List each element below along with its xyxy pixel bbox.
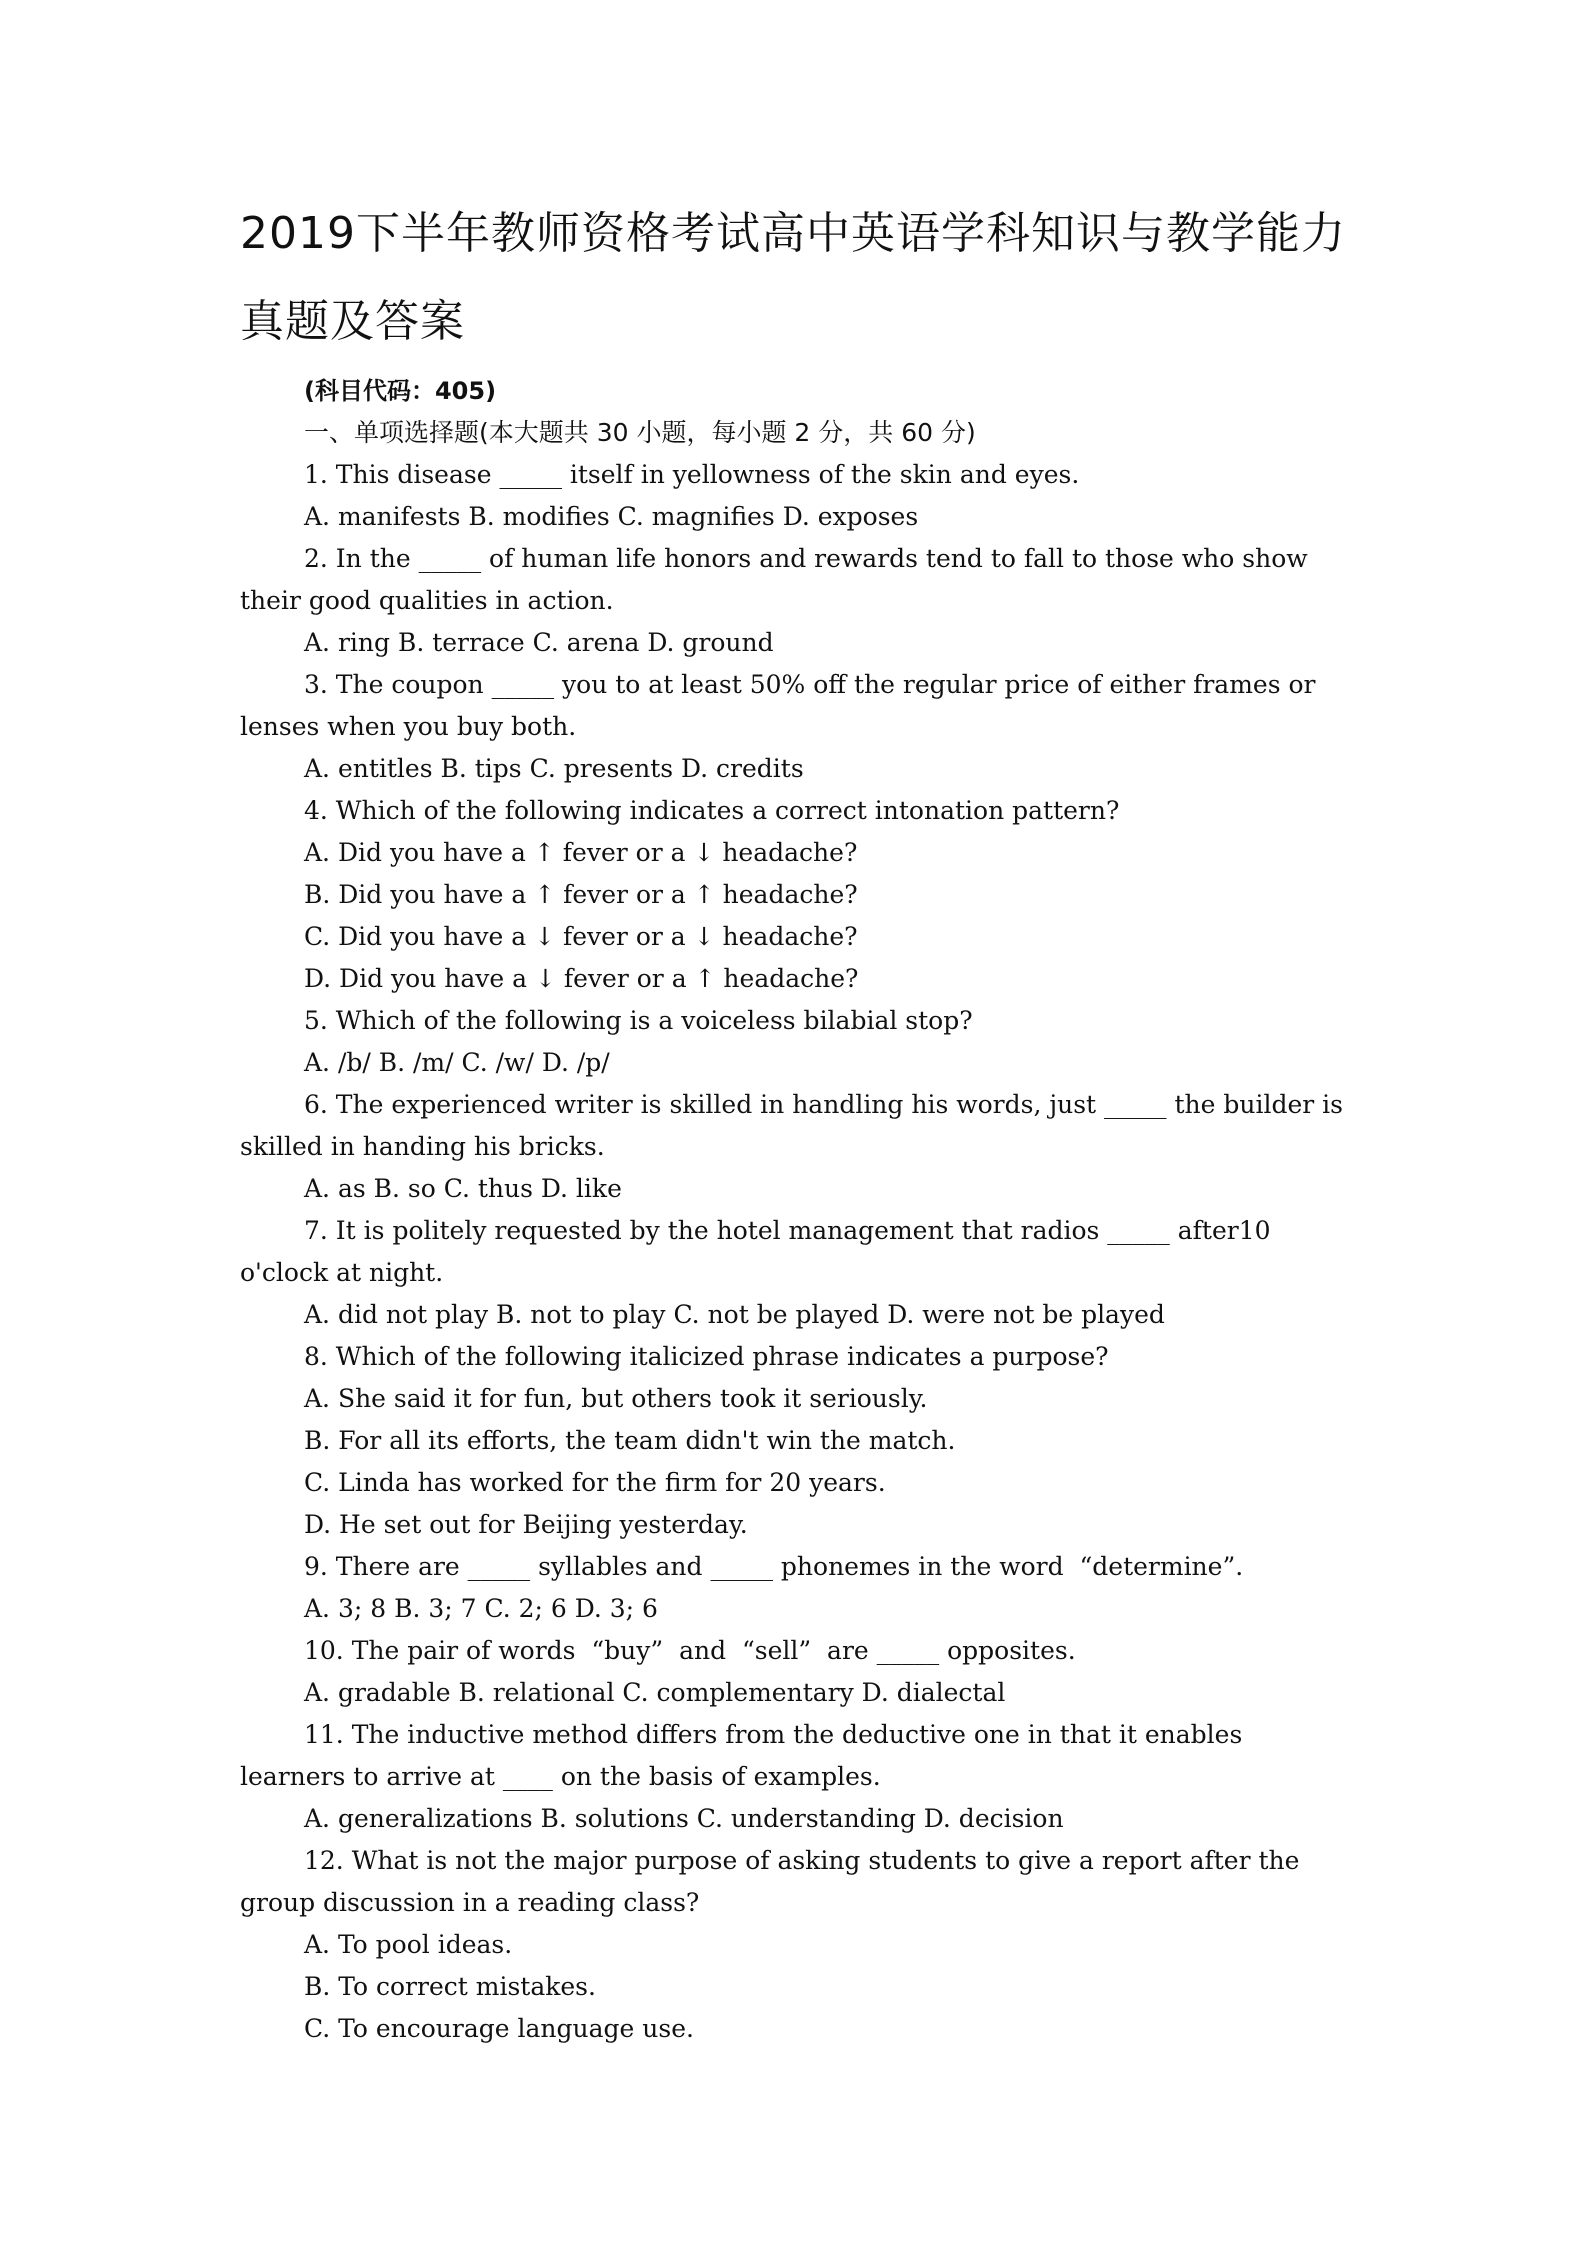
question-2: 2. In the _____ of human life honors and rewards tend to fall to those who show their good qualities in action. bbox=[240, 544, 1316, 615]
option-8b: B. For all its efforts, the team didn't win the match. bbox=[304, 1426, 956, 1455]
question-12: 12. What is not the major purpose of asking students to give a report after the group discussion in a reading class? bbox=[240, 1846, 1308, 1917]
question-5: 5. Which of the following is a voiceless bilabial stop? bbox=[304, 1006, 973, 1035]
question-10: 10. The pair of words “buy” and “sell” are _____ opposites. bbox=[304, 1636, 1076, 1665]
question-11: 11. The inductive method differs from the deductive one in that it enables learners to arrive at ____ on the basis of examples. bbox=[240, 1720, 1251, 1791]
options-5: A. /b/ B. /m/ C. /w/ D. /p/ bbox=[304, 1048, 610, 1077]
option-12a: A. To pool ideas. bbox=[304, 1930, 513, 1959]
question-4: 4. Which of the following indicates a correct intonation pattern? bbox=[304, 796, 1120, 825]
options-2: A. ring B. terrace C. arena D. ground bbox=[304, 628, 774, 657]
option-4a: A. Did you have a ↑ fever or a ↓ headache? bbox=[304, 838, 858, 867]
options-6: A. as B. so C. thus D. like bbox=[304, 1174, 622, 1203]
question-9: 9. There are _____ syllables and _____ phonemes in the word “determine”. bbox=[304, 1552, 1244, 1581]
subject-code: (科目代码：405) bbox=[304, 377, 497, 405]
options-1: A. manifests B. modifies C. magnifies D. exposes bbox=[304, 502, 919, 531]
document-title: 2019下半年教师资格考试高中英语学科知识与教学能力真题及答案 bbox=[240, 208, 1346, 347]
option-8d: D. He set out for Beijing yesterday. bbox=[304, 1510, 748, 1539]
option-8c: C. Linda has worked for the firm for 20 years. bbox=[304, 1468, 886, 1497]
question-1: 1. This disease _____ itself in yellowness of the skin and eyes. bbox=[304, 460, 1080, 489]
options-3: A. entitles B. tips C. presents D. credits bbox=[304, 754, 804, 783]
options-10: A. gradable B. relational C. complementary D. dialectal bbox=[304, 1678, 1006, 1707]
option-12c: C. To encourage language use. bbox=[304, 2014, 694, 2043]
question-3: 3. The coupon _____ you to at least 50% off the regular price of either frames or lenses when you buy both. bbox=[240, 670, 1324, 741]
question-8: 8. Which of the following italicized phrase indicates a purpose? bbox=[304, 1342, 1109, 1371]
question-6: 6. The experienced writer is skilled in handling his words, just _____ the builder is skilled in handing his bricks. bbox=[240, 1090, 1351, 1161]
options-9: A. 3; 8 B. 3; 7 C. 2; 6 D. 3; 6 bbox=[304, 1594, 658, 1623]
option-12b: B. To correct mistakes. bbox=[304, 1972, 596, 2001]
section-heading: 一、单项选择题(本大题共 30 小题，每小题 2 分，共 60 分) bbox=[304, 418, 976, 447]
question-7: 7. It is politely requested by the hotel management that radios _____ after10 o'clock at night. bbox=[240, 1216, 1279, 1287]
option-4c: C. Did you have a ↓ fever or a ↓ headache? bbox=[304, 922, 858, 951]
option-4d: D. Did you have a ↓ fever or a ↑ headache? bbox=[304, 964, 859, 993]
options-11: A. generalizations B. solutions C. understanding D. decision bbox=[304, 1804, 1064, 1833]
option-8a: A. She said it for fun, but others took it seriously. bbox=[304, 1384, 928, 1413]
options-7: A. did not play B. not to play C. not be played D. were not be played bbox=[304, 1300, 1165, 1329]
option-4b: B. Did you have a ↑ fever or a ↑ headache? bbox=[304, 880, 858, 909]
